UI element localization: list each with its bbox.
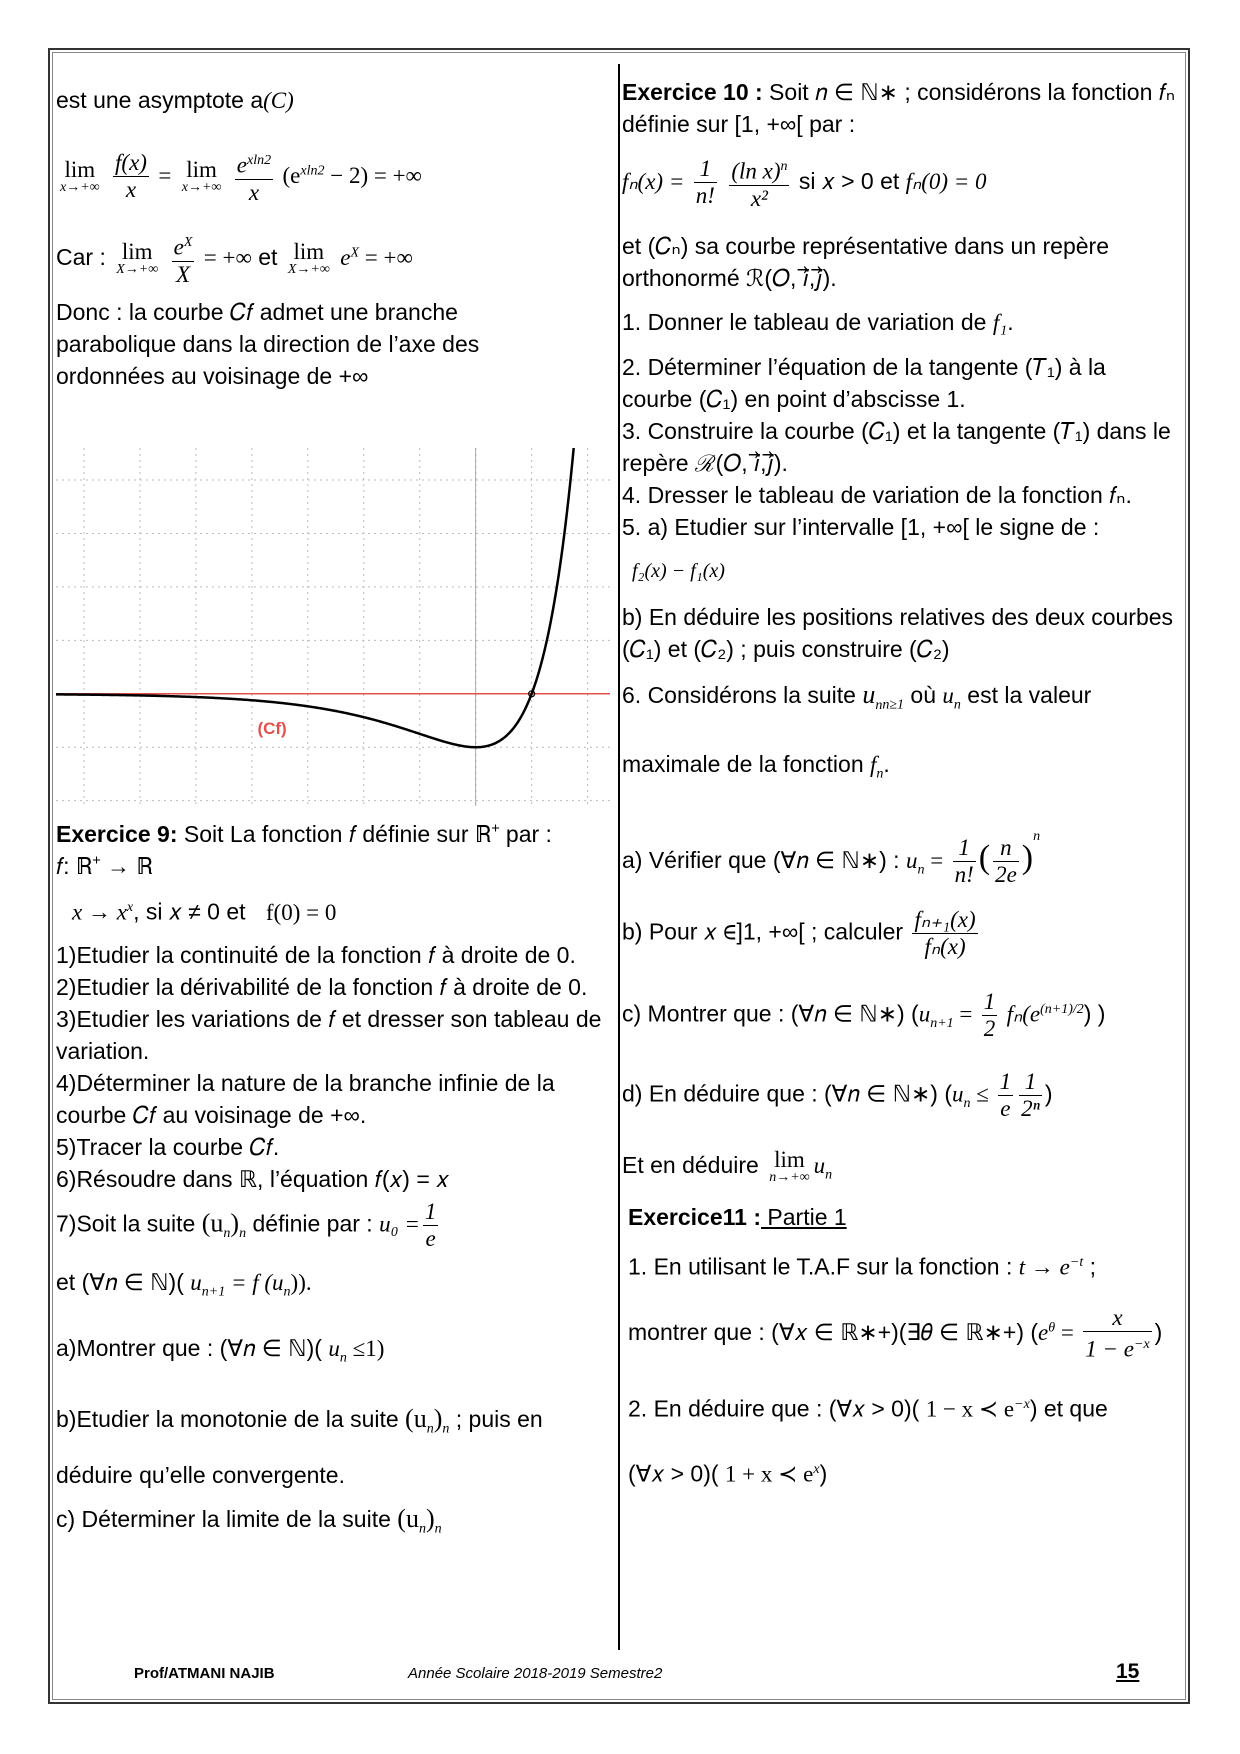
column-divider bbox=[618, 64, 620, 1650]
curve-label: (C) bbox=[263, 88, 294, 113]
exercise-11: Exercice11 : Partie 1 bbox=[628, 1203, 847, 1230]
ex10-qc: c) Montrer que : (∀𝑛 ∈ ℕ∗) ($u_{n+1}$ = $\frac{1}{2}$ $f_n(e^{(n+1)/2})$ ) bbox=[622, 988, 1106, 1041]
ex10-qe: Et en déduire lim n→+∞ $u_n$ bbox=[622, 1146, 833, 1185]
ex11-q1: montrer que : (∀𝑥 ∈ ℝ∗+)(∃𝜃 ∈ ℝ∗+) ($e^\theta$ = $\frac{x}{1 - e^{-x}}$ ) bbox=[628, 1305, 1163, 1363]
car-formula: Car : lim X→+∞ $\frac{e^X}{X}$ = +∞ et lim X→+∞ $e^X$ = +∞ bbox=[56, 230, 610, 288]
ex10-qa: a) Vérifier que (∀𝑛 ∈ ℕ∗) : $u_n$ = $\frac{1}{n!}$ ( $\frac{n}{2e}$ )$^n$ bbox=[622, 828, 1041, 888]
function-graph bbox=[56, 448, 610, 806]
footer-author: Prof/ATMANI NAJIB bbox=[134, 1665, 275, 1682]
exercise-10: Exercice 10 : Soit 𝑛 ∈ ℕ∗ ; considérons la fonction 𝑓ₙ définie sur [1, +∞[ par : bbox=[622, 79, 1176, 137]
page-number: 15 bbox=[1116, 1660, 1140, 1683]
curve-label-cf: (Cf) bbox=[257, 718, 287, 738]
exercise-9: Exercice 9: Soit La fonction 𝑓 définie sur ℝ⁺ par : 𝑓: ℝ⁺ → ℝ $x \to x^x$, si 𝑥 ≠ 0 et f(0) = 0 1)Etudier la continuité de la fonction 𝑓 à droite de 0. 2)Etudier la dérivabilité de la fonction 𝑓 à droite de 0. 3)Etudier les variations de 𝑓 et dresser son tableau de variation. 4)Déterminer la nature de la branche infinie de la courbe 𝐶𝑓 au voisinage de +∞. 5)Tracer la courbe 𝐶𝑓. 6)Résoudre dans ℝ, l’équation 𝑓(𝑥) = 𝑥 7)Soit la suite $(u_n)_n$ définie par : u₀ = $\frac{1}{e}$ et (∀𝑛 ∈ ℕ)( $u_{n+1} = f$ $(u_n)$). a)Montrer que : (∀𝑛 ∈ ℕ)( $u_n \le 1$) b)Etudier la monotonie de la suite $(u_n)_n$ ; puis en déduire qu’elle convergente. c) Déterminer la limite de la suite $(u_n)_n$ bbox=[56, 818, 610, 1546]
limit-formula: lim x→+∞ $\frac{f(x)}{x}$ = lim x→+∞ $\frac{e^{xln2}}{x}$ $(e^{xln2} - 2)$ = +∞ bbox=[56, 148, 610, 208]
right-column: Exercice 10 : Soit 𝑛 ∈ ℕ∗ ; considérons la fonction 𝑓ₙ définie sur [1, +∞[ par : fₙ(x) = $\frac{1}{n!}$ $\frac{(\ln x)^n}{\text{x²}}$ si 𝑥 > 0 et fₙ(0) = 0 et (𝐶ₙ) sa courbe représentative dans un repère orthonormé ℛ(𝑂, 𝑖⃗,𝑗⃗). 1. Donner le tableau de variation de f₁. 2. Déterminer l’équation de la tangente (𝑇₁) à la courbe (𝐶₁) en point d’abscisse 1. 3. Construire la courbe (𝐶₁) et la tangente (𝑇₁) dans le repère ℛ(𝑂, 𝑖⃗,𝑗⃗). 4. Dresser le tableau de variation de la fonction 𝑓ₙ. 5. a) Etudier sur l’intervalle [1, +∞[ le signe de : f₂(x) − f₁(x) b) En déduire les positions relatives des deux courbes (𝐶₁) et (𝐶₂) ; puis construire (𝐶₂) 6. Considérons la suite $u_{nn\ge 1}$ où $u_n$ est la valeur maximale de la fonction $f_n$. a) Vérifier que (∀𝑛 ∈ ℕ∗) : $u_n$ = $\frac{1}{n!}$ ( $\frac{n}{2e}$ )$^n$ b) Pour 𝑥 ∈]1, +∞[ ; calculer $\frac{\text{fₙ₊₁(x)}}{\text{fₙ(x)}}$ c) Montrer que : (∀𝑛 ∈ ℕ∗) ($u_{n+1}$ = $\frac{1}{2}$ $f_n(e^{(n+1)/2})$ ) d) En déduire que : (∀𝑛 ∈ ℕ∗) ($u_n$ ≤ $\frac{1}{e}$ $\frac{1}{\text{2ⁿ}}$ ) Et en déduire lim n→+∞ $u_n$ Exercice11 : Partie 1 1. En utilisant le T.A.F sur la fonction : $t \to e^{-t}$ ; montrer que : (∀𝑥 ∈ ℝ∗+)(∃𝜃 ∈ ℝ∗+) ($e^\theta$ = $\frac{x}{1 - e^{-x}}$ ) 2. En déduire que : (∀𝑥 > 0)( 1 − x ≺ $e^{-x}$) et que (∀𝑥 > 0)( 1 + x ≺ $e^x$) bbox=[622, 76, 1182, 1491]
ex10-qb: b) Pour 𝑥 ∈]1, +∞[ ; calculer $\frac{\text{fₙ₊₁(x)}}{\text{fₙ(x)}}$ bbox=[622, 906, 976, 959]
asymptote-text: est une asymptote a bbox=[56, 87, 264, 113]
exercise-10-title: Exercice 10 : bbox=[622, 79, 763, 105]
footer-year: Année Scolaire 2018-2019 Semestre2 bbox=[408, 1665, 663, 1682]
exercise-9-title: Exercice 9: bbox=[56, 821, 178, 847]
exercise-11-title: Exercice11 : bbox=[628, 1203, 762, 1230]
left-column bbox=[56, 84, 610, 392]
ex9-q7: 7)Soit la suite $(u_n)_n$ définie par : u₀ = $\frac{1}{e}$ bbox=[56, 1198, 437, 1251]
ex10-qd: d) En déduire que : (∀𝑛 ∈ ℕ∗) ($u_n$ ≤ $\frac{1}{e}$ $\frac{1}{\text{2ⁿ}}$ ) bbox=[622, 1068, 1053, 1121]
ex10-definition: fₙ(x) = $\frac{1}{n!}$ $\frac{(\ln x)^n}{\text{x²}}$ si 𝑥 > 0 et fₙ(0) = 0 bbox=[622, 154, 1182, 214]
curve-cf bbox=[56, 448, 574, 747]
donc-text: Donc : la courbe 𝐶𝑓 admet une branche parabolique dans la direction de l’axe des ordonnées au voisinage de +∞ bbox=[56, 299, 480, 389]
ex9-definition: $x \to x^x$, si 𝑥 ≠ 0 et f(0) = 0 bbox=[72, 898, 337, 925]
